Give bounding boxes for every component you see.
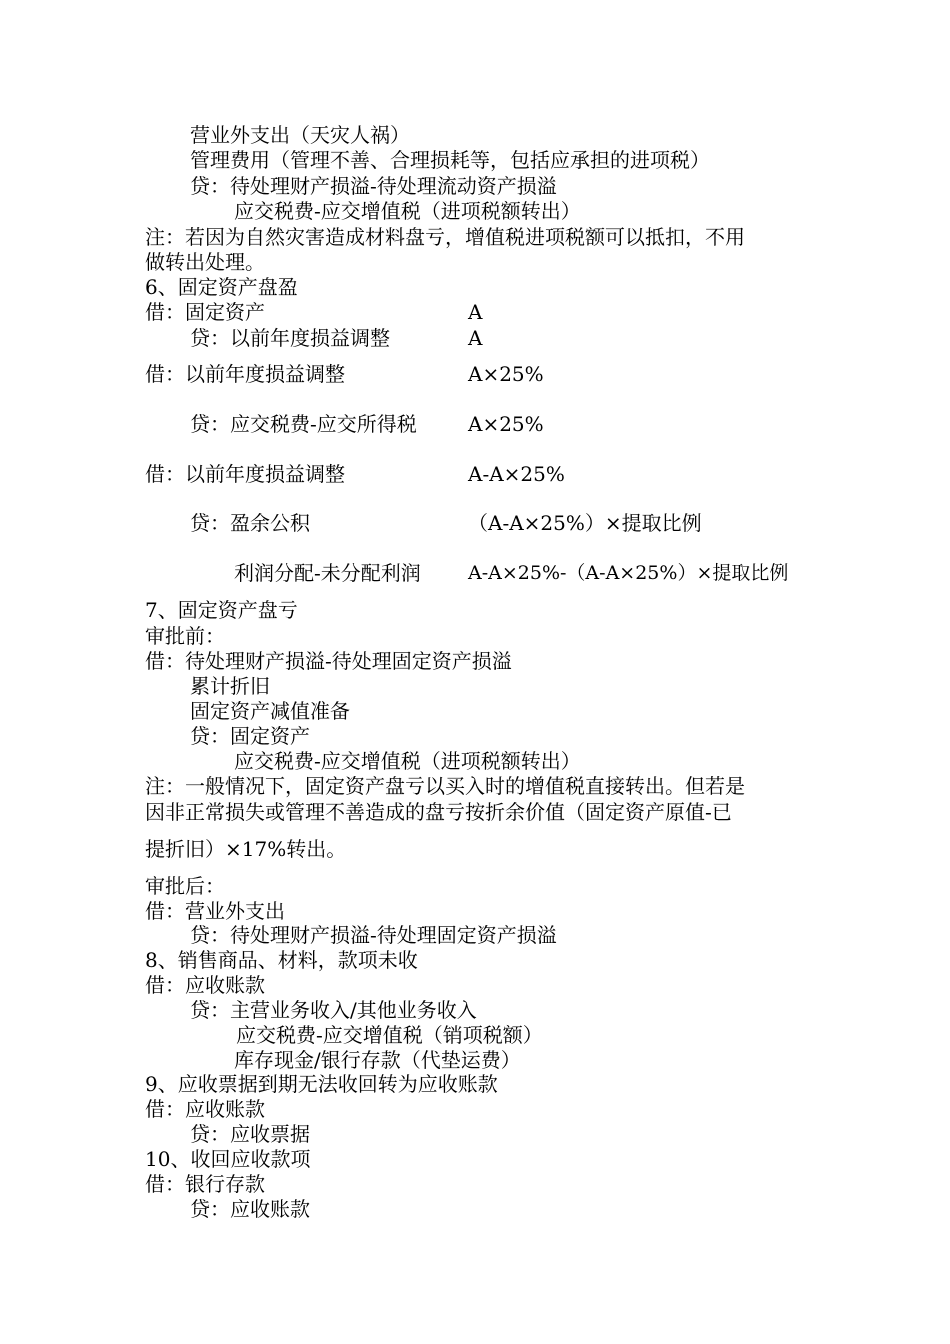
text-line: 应交税费-应交增值税（进项税额转出） xyxy=(234,199,581,223)
text-line: 固定资产减值准备 xyxy=(190,699,350,723)
text-line: 审批后： xyxy=(145,874,225,898)
text-line: 审批前： xyxy=(145,624,225,648)
text-line: 利润分配-未分配利润 xyxy=(234,561,421,585)
note-text: 提折旧）×17%转出。 xyxy=(145,837,347,861)
text-line: 借：营业外支出 xyxy=(145,899,285,923)
section-heading: 8、销售商品、材料，款项未收 xyxy=(145,948,418,972)
text-line: 贷：应交税费-应交所得税 xyxy=(190,412,417,436)
section-heading: 6、固定资产盘盈 xyxy=(145,275,298,299)
note-text: 因非正常损失或管理不善造成的盘亏按折余价值（固定资产原值-已 xyxy=(145,800,732,824)
note-text: 做转出处理。 xyxy=(145,250,265,274)
text-line: 应交税费-应交增值税（进项税额转出） xyxy=(234,749,581,773)
amount-value: A xyxy=(468,326,483,350)
text-line: 借：以前年度损益调整 xyxy=(145,462,345,486)
text-line: 贷：以前年度损益调整 xyxy=(190,326,390,350)
text-line: 贷：待处理财产损溢-待处理流动资产损溢 xyxy=(190,174,557,198)
text-line: 借：以前年度损益调整 xyxy=(145,362,345,386)
amount-value: A-A×25%-（A-A×25%）×提取比例 xyxy=(468,562,789,584)
amount-value: （A-A×25%）×提取比例 xyxy=(468,511,702,535)
text-line: 贷：主营业务收入/其他业务收入 xyxy=(190,998,477,1022)
amount-value: A xyxy=(468,300,483,324)
note-text: 注：一般情况下，固定资产盘亏以买入时的增值税直接转出。但若是 xyxy=(145,774,745,798)
text-line: 借：固定资产 xyxy=(145,300,265,324)
text-line: 借：待处理财产损溢-待处理固定资产损溢 xyxy=(145,649,512,673)
text-line: 借：应收账款 xyxy=(145,973,265,997)
note-text: 注：若因为自然灾害造成材料盘亏，增值税进项税额可以抵扣，不用 xyxy=(145,225,745,249)
text-line: 贷：固定资产 xyxy=(190,724,310,748)
section-heading: 10、收回应收款项 xyxy=(145,1147,311,1171)
text-line: 累计折旧 xyxy=(190,674,270,698)
text-line: 贷：待处理财产损溢-待处理固定资产损溢 xyxy=(190,923,557,947)
section-heading: 9、应收票据到期无法收回转为应收账款 xyxy=(145,1072,498,1096)
text-line: 营业外支出（天灾人祸） xyxy=(190,123,410,147)
text-line: 借：应收账款 xyxy=(145,1097,265,1121)
amount-value: A×25% xyxy=(468,412,544,436)
amount-value: A×25% xyxy=(468,362,544,386)
text-line: 贷：盈余公积 xyxy=(190,511,310,535)
text-line: 借：银行存款 xyxy=(145,1172,265,1196)
text-line: 库存现金/银行存款（代垫运费） xyxy=(234,1048,521,1072)
section-heading: 7、固定资产盘亏 xyxy=(145,598,298,622)
text-line: 管理费用（管理不善、合理损耗等，包括应承担的进项税） xyxy=(190,148,710,172)
text-line: 贷：应收票据 xyxy=(190,1122,310,1146)
text-line: 贷：应收账款 xyxy=(190,1197,310,1221)
text-line: 应交税费-应交增值税（销项税额） xyxy=(236,1023,543,1047)
amount-value: A-A×25% xyxy=(468,462,565,486)
